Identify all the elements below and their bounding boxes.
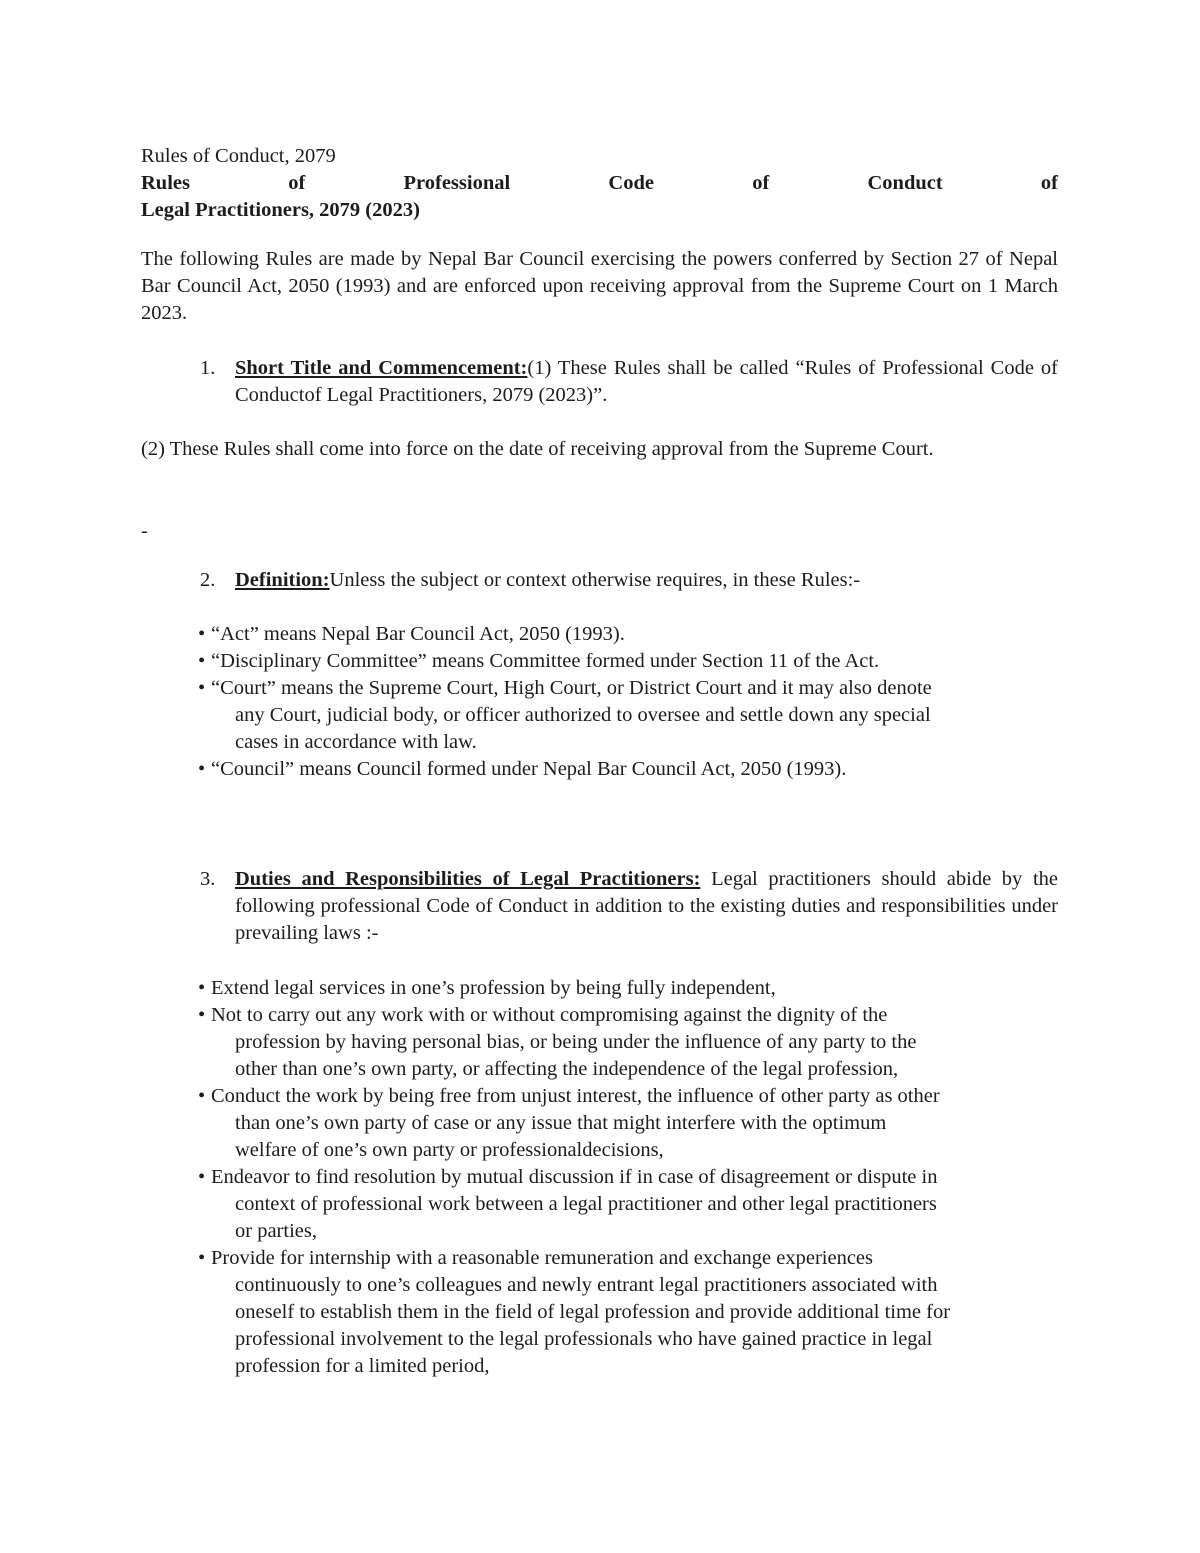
- title-word: Rules: [141, 172, 190, 194]
- rule-1-paragraph: [235, 355, 1058, 409]
- rule-3-paragraph: [235, 866, 1058, 947]
- rule-1-text: (1) These Rules shall be called “Rules of Professional Code of Conductof Legal Practitioners, 2079 (2023)”.: [235, 357, 1059, 406]
- title-word: Conduct: [867, 172, 943, 194]
- separator-dash: -: [141, 520, 148, 542]
- rule-1-number: 1.: [200, 357, 216, 379]
- duty-item: • Extend legal services in one’s profession by being fully independent,: [198, 975, 1058, 1002]
- rule-1-heading: Short Title and Commencement:: [235, 357, 528, 379]
- bullet-icon: •: [198, 1166, 206, 1188]
- bullet-icon: •: [198, 650, 206, 672]
- duty-item: • Conduct the work by being free from unjust interest, the influence of other party as other than one’s own party of case or any issue that might interfere with the optimum welfare of one’s own party or professionaldecisions,: [198, 1085, 940, 1161]
- duty-item: • Not to carry out any work with or without compromising against the dignity of the profession by having personal bias, or being under the influence of any party to the other than one’s own party, or affecting the independence of the legal profession,: [198, 1004, 917, 1080]
- bullet-icon: •: [198, 1247, 206, 1269]
- bullet-icon: •: [198, 758, 206, 780]
- title-line-2: Legal Practitioners, 2079 (2023): [141, 199, 420, 221]
- definition-item: • “Act” means Nepal Bar Council Act, 2050 (1993).: [198, 621, 1058, 648]
- duty-item: • Provide for internship with a reasonable remuneration and exchange experiences continuously to one’s colleagues and newly entrant legal practitioners associated with oneself to establish them in the field of legal profession and provide additional time for professional involvement to the legal professionals who have gained practice in legal profession for a limited period,: [198, 1247, 951, 1377]
- bullet-icon: •: [198, 1085, 206, 1107]
- definition-item: • “Council” means Council formed under Nepal Bar Council Act, 2050 (1993).: [198, 756, 1058, 783]
- duty-item: • Endeavor to find resolution by mutual discussion if in case of disagreement or dispute in context of professional work between a legal practitioner and other legal practitioners or parties,: [198, 1166, 938, 1242]
- rule-2-text: Unless the subject or context otherwise requires, in these Rules:-: [329, 569, 861, 591]
- intro-paragraph: The following Rules are made by Nepal Bar Council exercising the powers conferred by Section 27 of Nepal Bar Council Act, 2050 (1993) and are enforced upon receiving approval from the Supreme Court on 1 March 2023.: [141, 248, 1058, 324]
- title-word: of: [1040, 172, 1058, 194]
- bullet-icon: •: [198, 977, 206, 999]
- rule-3-heading: Duties and Responsibilities of Legal Practitioners:: [235, 868, 701, 890]
- rule-2-heading: Definition:: [235, 569, 330, 591]
- bullet-icon: •: [198, 623, 206, 645]
- rule-2-number: 2.: [200, 569, 216, 591]
- rule-3-text: Legal practitioners should abide by the following professional Code of Conduct in addition to the existing duties and responsibilities under prevailing laws :-: [235, 868, 1058, 944]
- rule-3-number: 3.: [200, 868, 216, 890]
- document-heading: Rules of Conduct, 2079: [141, 145, 336, 167]
- bullet-icon: •: [198, 1004, 206, 1026]
- title-word: of: [288, 172, 306, 194]
- title-line-1: [141, 170, 1058, 197]
- definition-item: • “Court” means the Supreme Court, High Court, or District Court and it may also denote any Court, judicial body, or officer authorized to oversee and settle down any special cases in accordance with law.: [198, 677, 932, 753]
- definition-item: • “Disciplinary Committee” means Committee formed under Section 11 of the Act.: [198, 648, 1058, 675]
- bullet-icon: •: [198, 677, 206, 699]
- title-word: of: [752, 172, 770, 194]
- title-word: Code: [608, 172, 654, 194]
- rule-2-paragraph: [235, 567, 1058, 594]
- title-word: Professional: [403, 172, 511, 194]
- rule-1-subsection-2: (2) These Rules shall come into force on the date of receiving approval from the Supreme Court.: [141, 438, 934, 460]
